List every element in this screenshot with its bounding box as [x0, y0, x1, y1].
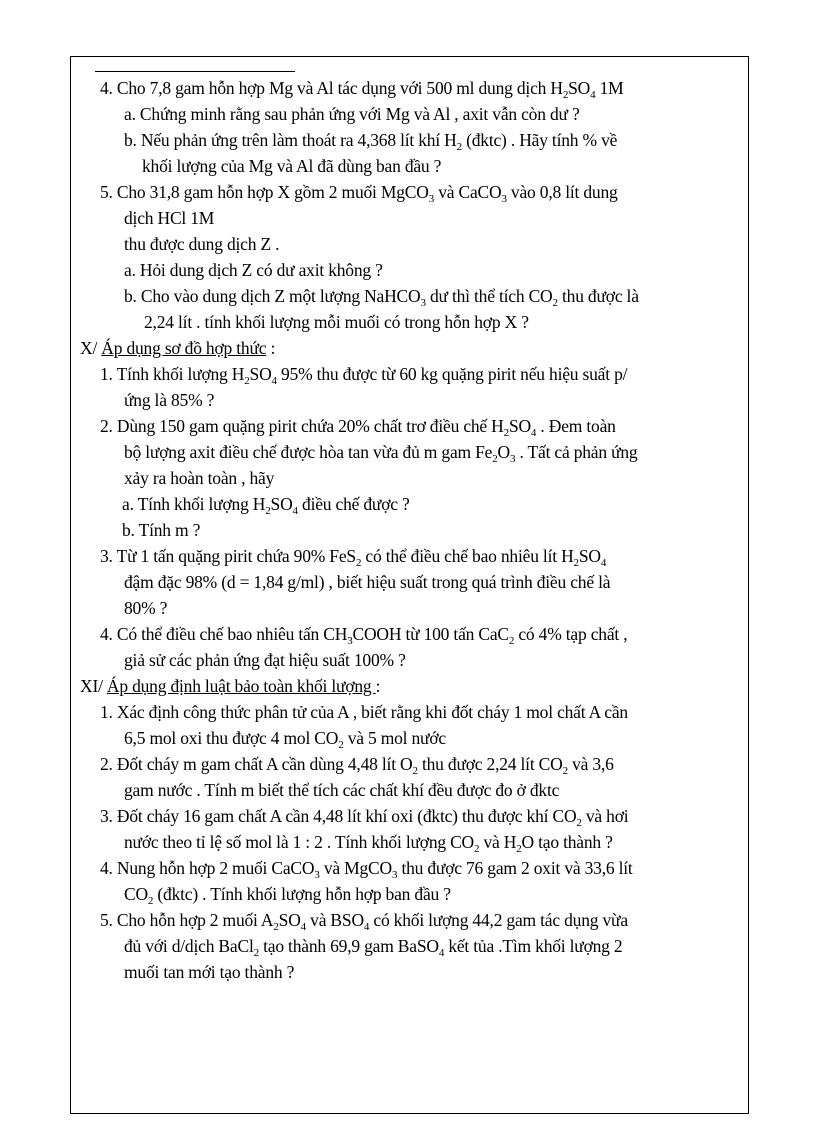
text-line — [80, 361, 745, 387]
text-run: SO — [249, 364, 272, 384]
text-run: 1. Xác định công thức phân tử của A , biết rằng khi đốt cháy 1 mol chất A cần — [100, 702, 628, 722]
text-run: 80% ? — [124, 598, 168, 618]
text-run: có khối lượng 44,2 gam tác dụng vừa — [369, 910, 628, 930]
text-run: b. Cho vào dung dịch Z một lượng NaHCO — [124, 286, 421, 306]
text-line — [80, 621, 745, 647]
text-run: và 3,6 — [567, 754, 614, 774]
text-run: 4. Cho 7,8 gam hỗn hợp Mg và Al tác dụng với 500 ml dung dịch H — [100, 78, 563, 98]
text-line — [80, 439, 745, 465]
subscript: 2 — [503, 427, 509, 439]
text-run: ứng là 85% ? — [124, 390, 215, 410]
subscript: 4 — [600, 557, 607, 569]
text-line — [80, 283, 745, 309]
subscript: 2 — [552, 297, 558, 309]
text-run: 3. Từ 1 tấn quặng pirit chứa 90% FeS — [100, 546, 356, 566]
text-run: dư thì thể tích CO — [425, 286, 553, 306]
subscript: 2 — [147, 895, 154, 907]
text-line — [80, 127, 745, 153]
text-run: : — [375, 676, 381, 696]
subscript: 2 — [508, 635, 515, 647]
text-run: a. Tính khối lượng H — [122, 494, 266, 514]
document-body — [80, 75, 745, 985]
section-heading: Áp dụng định luật bảo toàn khối lượng — [106, 676, 376, 696]
text-run: có 4% tạp chất , — [514, 624, 628, 644]
subscript: 4 — [363, 921, 370, 933]
text-run: b. Tính m ? — [122, 520, 201, 540]
text-line — [80, 413, 745, 439]
text-run: : — [266, 338, 276, 358]
subscript: 2 — [456, 141, 462, 153]
text-line — [80, 517, 745, 543]
text-run: 4. Nung hỗn hợp 2 muối CaCO — [100, 858, 315, 878]
text-line — [80, 933, 745, 959]
subscript: 2 — [516, 843, 522, 855]
text-line — [80, 569, 745, 595]
text-run: (đktc) . Hãy tính % về — [461, 130, 618, 150]
text-run: 5. Cho hỗn hợp 2 muối A — [100, 910, 274, 930]
subscript: 3 — [347, 635, 353, 647]
text-run: và CaCO — [434, 182, 502, 202]
subscript: 2 — [492, 453, 498, 465]
subscript: 2 — [338, 739, 344, 751]
text-line — [80, 491, 745, 517]
subscript: 3 — [391, 869, 398, 881]
text-run: 95% thu được từ 60 kg quặng pirit nếu hiệu suất p/ — [276, 364, 628, 384]
text-line — [80, 803, 745, 829]
text-run: điều chế được ? — [297, 494, 410, 514]
subscript: 3 — [501, 193, 507, 205]
text-line — [80, 829, 745, 855]
text-line — [80, 725, 745, 751]
subscript: 4 — [438, 947, 445, 959]
text-run: 2. Dùng 150 gam quặng pirit chứa 20% chất trơ điều chế H — [100, 416, 504, 436]
subscript: 4 — [530, 427, 537, 439]
text-run: 2,24 lít . tính khối lượng mỗi muối có trong hỗn hợp X ? — [144, 312, 529, 332]
text-run: và 5 mol nước — [343, 728, 446, 748]
text-run: giả sử các phản ứng đạt hiệu suất 100% ? — [124, 650, 406, 670]
text-run: đậm đặc 98% (d = 1,84 g/ml) , biết hiệu suất trong quá trình điều chế là — [124, 572, 611, 592]
text-run: và H — [479, 832, 517, 852]
text-run: khối lượng của Mg và Al đã dùng ban đầu ? — [142, 156, 442, 176]
subscript: 4 — [300, 921, 306, 933]
text-line — [80, 465, 745, 491]
text-line — [80, 777, 745, 803]
text-run: đủ với d/dịch BaCl — [124, 936, 254, 956]
text-line — [80, 75, 745, 101]
text-line — [80, 101, 745, 127]
text-line — [80, 387, 745, 413]
text-line — [80, 959, 745, 985]
text-run: thu được là — [557, 286, 639, 306]
text-run: thu được dung dịch Z . — [124, 234, 280, 254]
subscript: 3 — [314, 869, 320, 881]
text-line — [80, 855, 745, 881]
subscript: 3 — [509, 453, 516, 465]
text-run: có thể điều chế bao nhiêu lít H — [361, 546, 574, 566]
text-line — [80, 257, 745, 283]
text-run: kết tủa .Tìm khối lượng 2 — [444, 936, 623, 956]
text-line — [80, 595, 745, 621]
subscript: 2 — [265, 505, 271, 517]
text-run: SO — [508, 416, 531, 436]
text-run: tạo thành 69,9 gam BaSO — [258, 936, 439, 956]
text-run: 2. Đốt cháy m gam chất A cần dùng 4,48 lít O — [100, 754, 413, 774]
text-run: dịch HCl 1M — [124, 208, 215, 228]
text-run: O — [497, 442, 510, 462]
subscript: 2 — [355, 557, 362, 569]
subscript: 2 — [244, 375, 250, 387]
text-line — [80, 231, 745, 257]
subscript: 2 — [412, 765, 418, 777]
text-run: vào 0,8 lít dung — [506, 182, 618, 202]
text-run: SO — [568, 78, 591, 98]
subscript: 2 — [576, 817, 582, 829]
text-line — [80, 205, 745, 231]
text-line — [80, 647, 745, 673]
section-heading: Áp dụng sơ đồ hợp thức — [101, 338, 267, 358]
text-run: a. Hỏi dung dịch Z có dư axit không ? — [124, 260, 383, 280]
text-run: a. Chứng minh rằng sau phản ứng với Mg và Al , axit vẫn còn dư ? — [124, 104, 580, 124]
text-run: COOH từ 100 tấn CaC — [352, 624, 509, 644]
text-run: SO — [270, 494, 293, 514]
text-run: bộ lượng axit điều chế được hòa tan vừa đủ m gam Fe — [124, 442, 493, 462]
text-run: XI/ — [80, 676, 107, 696]
subscript: 3 — [428, 193, 435, 205]
text-line — [80, 179, 745, 205]
text-run: 1M — [595, 78, 624, 98]
text-run: SO — [578, 546, 601, 566]
subscript: 2 — [562, 765, 568, 777]
text-run: 6,5 mol oxi thu được 4 mol CO — [124, 728, 339, 748]
text-run: thu được 76 gam 2 oxit và 33,6 lít — [397, 858, 633, 878]
text-run: gam nước . Tính m biết thể tích các chất khí đều được đo ở đktc — [124, 780, 560, 800]
text-run: 1. Tính khối lượng H — [100, 364, 245, 384]
text-run: và BSO — [305, 910, 364, 930]
text-run: 5. Cho 31,8 gam hỗn hợp X gồm 2 muối MgCO — [100, 182, 429, 202]
text-run: và hơi — [581, 806, 629, 826]
text-line — [80, 543, 745, 569]
text-line — [80, 907, 745, 933]
text-run: xảy ra hoàn toàn , hãy — [124, 468, 275, 488]
subscript: 4 — [590, 89, 596, 101]
text-line — [80, 699, 745, 725]
text-run: O tạo thành ? — [521, 832, 613, 852]
text-line — [80, 335, 745, 361]
text-line — [80, 881, 745, 907]
text-run: nước theo tỉ lệ số mol là 1 : 2 . Tính khối lượng CO — [124, 832, 474, 852]
text-run: CO — [124, 884, 148, 904]
text-run: SO — [278, 910, 301, 930]
text-run: . Đem toàn — [536, 416, 616, 436]
subscript: 4 — [271, 375, 277, 387]
subscript: 2 — [273, 921, 279, 933]
text-run: . Tất cả phản ứng — [515, 442, 638, 462]
text-run: (đktc) . Tính khối lượng hỗn hợp ban đầu ? — [153, 884, 451, 904]
subscript: 3 — [420, 297, 426, 309]
header-rule — [95, 71, 295, 72]
subscript: 2 — [573, 557, 579, 569]
subscript: 2 — [253, 947, 259, 959]
subscript: 2 — [562, 89, 569, 101]
text-run: thu được 2,24 lít CO — [417, 754, 563, 774]
text-line — [80, 309, 745, 335]
text-line — [80, 673, 745, 699]
text-run: và MgCO — [319, 858, 392, 878]
text-run: 3. Đốt cháy 16 gam chất A cần 4,48 lít khí oxi (đktc) thu được khí CO — [100, 806, 577, 826]
text-run: X/ — [80, 338, 102, 358]
text-line — [80, 751, 745, 777]
text-run: b. Nếu phản ứng trên làm thoát ra 4,368 lít khí H — [124, 130, 457, 150]
subscript: 2 — [474, 843, 480, 855]
text-run: muối tan mới tạo thành ? — [124, 962, 295, 982]
text-run: 4. Có thể điều chế bao nhiêu tấn CH — [100, 624, 348, 644]
text-line — [80, 153, 745, 179]
subscript: 4 — [292, 505, 298, 517]
